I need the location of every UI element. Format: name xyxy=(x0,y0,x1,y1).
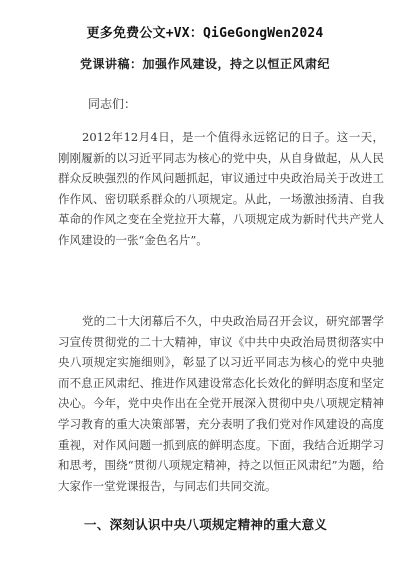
body-paragraph: 党的二十大闭幕后不久，中央政治局召开会议，研究部署学习宣传贯彻党的二十大精神，审议《中共中央政治局贯彻落实中央八项规定实施细则》，彰显了以习近平同志为核心的党中央驰而不息正风肃纪、推进作风建设常态化长效化的鲜明态度和坚定决心。今年，党中央作出在全党开展深入贯彻中央八项规定精神学习教育的重大决策部署，充分表明了我们党对作风建设的高度重视，对作风问题一抓到底的鲜明态度。下面，我结合近期学习和思考，围绕“贯彻八项规定精神，持之以恒正风肃纪”为题，给大家作一堂党课报告，与同志们共同交流。 xyxy=(58,314,384,493)
promo-header: 更多免费公文+VX：QiGeGongWen2024 xyxy=(86,26,324,41)
body-paragraph: 2012年12月4日，是一个值得永远铭记的日子。这一天，刚刚履新的以习近平同志为核心的党中央，从自身做起，从人民群众反映强烈的作风问题抓起，审议通过中央政治局关于改进工作作风、密切联系群众的八项规定。从此，一场激浊扬清、自我革命的作风之变在全党拉开大幕，八项规定成为新时代共产党人作风建设的一张“金色名片”。 xyxy=(58,130,384,247)
salutation: 同志们： xyxy=(88,97,137,111)
section-heading: 一、深刻认识中央八项规定精神的重大意义 xyxy=(84,517,328,532)
document-title: 党课讲稿：加强作风建设，持之以恒正风肃纪 xyxy=(79,57,330,71)
